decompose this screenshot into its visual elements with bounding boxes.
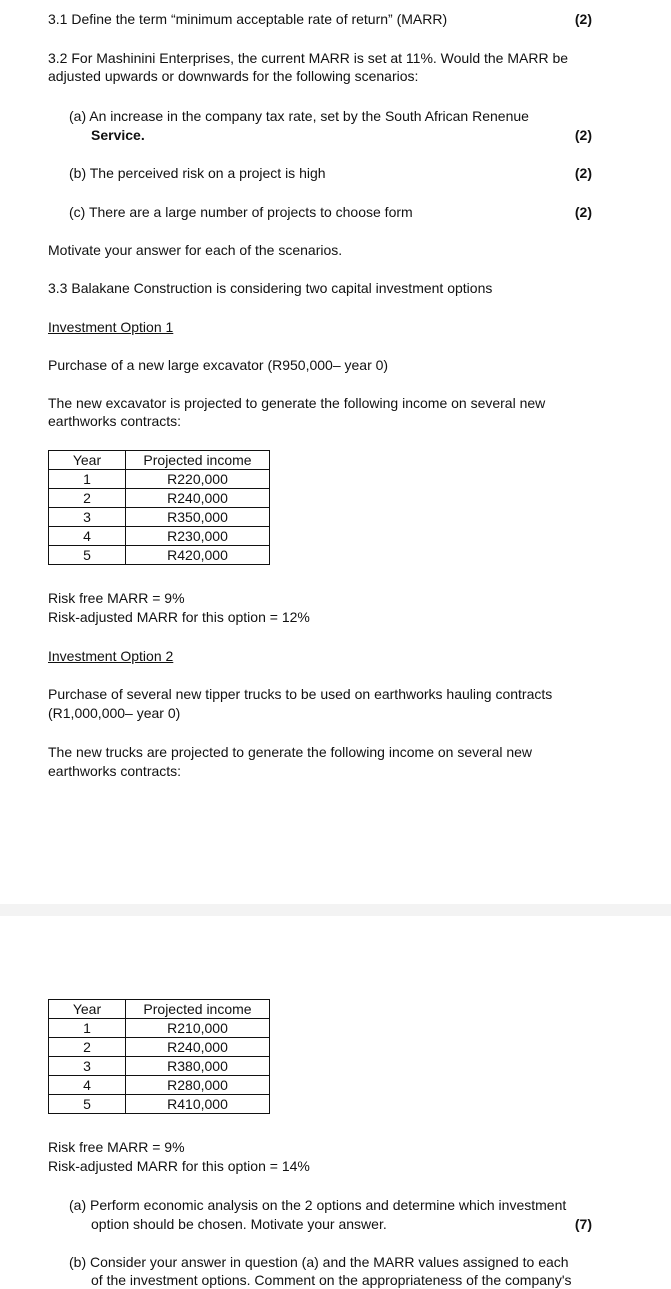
table-cell-year: 5 [49,546,126,565]
table-cell-year: 2 [49,489,126,508]
option-1-heading: Investment Option 1 [48,319,174,335]
question-3-3a-line1: (a) Perform economic analysis on the 2 options and determine which investment [69,1197,567,1213]
question-3-3b-line2: of the investment options. Comment on the appropriateness of the company's [91,1272,572,1288]
option-1-desc-line1: The new excavator is projected to generate the following income on several new [48,395,546,411]
question-3-3a-marks: (7) [574,1216,592,1232]
question-3-2a-line2: Service. [91,127,145,143]
question-3-1: 3.1 Define the term “minimum acceptable rate of return” (MARR) [48,11,448,27]
table-cell-year: 2 [49,1038,126,1057]
question-3-2c: (c) There are a large number of projects to choose form [69,204,413,220]
table-cell-income: R350,000 [126,508,270,527]
table-row [49,1095,270,1114]
question-3-2a-line1: (a) An increase in the company tax rate, set by the South African Renenue [69,108,529,124]
question-3-3a-line2: option should be chosen. Motivate your answer. [91,1216,387,1232]
table-row [49,508,270,527]
question-3-2b-marks: (2) [574,165,592,181]
table-row [49,527,270,546]
question-3-1-marks: (2) [574,11,592,27]
question-3-2-line2: adjusted upwards or downwards for the following scenarios: [48,68,419,84]
question-3-3b-line1: (b) Consider your answer in question (a) and the MARR values assigned to each [69,1254,569,1270]
option-2-purchase-line2: (R1,000,000– year 0) [48,705,181,721]
option-1-risk-adjusted: Risk-adjusted MARR for this option = 12% [48,609,310,625]
question-3-2c-marks: (2) [574,204,592,220]
option-1-risk-free: Risk free MARR = 9% [48,590,185,606]
table-cell-year: 1 [49,470,126,489]
table-cell-income: R220,000 [126,470,270,489]
option-1-purchase: Purchase of a new large excavator (R950,000– year 0) [48,357,389,373]
table-cell-year: 4 [49,1076,126,1095]
table-header-income: Projected income [126,451,270,470]
option-2-risk-free: Risk free MARR = 9% [48,1139,185,1155]
table-cell-year: 4 [49,527,126,546]
table-cell-year: 3 [49,508,126,527]
option-2-risk-adjusted: Risk-adjusted MARR for this option = 14% [48,1158,310,1174]
motivate-instruction: Motivate your answer for each of the scenarios. [48,242,343,258]
table-cell-year: 3 [49,1057,126,1076]
table-row [49,1038,270,1057]
option-1-desc-line2: earthworks contracts: [48,413,182,429]
question-3-2a-marks: (2) [574,127,592,143]
table-cell-income: R280,000 [126,1076,270,1095]
question-3-2-line1: 3.2 For Mashinini Enterprises, the current MARR is set at 11%. Would the MARR be [48,50,569,66]
question-3-2b: (b) The perceived risk on a project is high [69,165,326,181]
option-1-income-table [48,450,270,565]
option-2-income-table [48,999,270,1114]
page-break [0,904,671,916]
table-cell-income: R420,000 [126,546,270,565]
table-cell-income: R240,000 [126,1038,270,1057]
option-2-heading: Investment Option 2 [48,648,174,664]
table-cell-year: 1 [49,1019,126,1038]
table-row [49,1057,270,1076]
table-cell-income: R210,000 [126,1019,270,1038]
option-2-desc-line1: The new trucks are projected to generate the following income on several new [48,744,533,760]
table-header-income: Projected income [126,1000,270,1019]
table-cell-income: R240,000 [126,489,270,508]
table-row [49,489,270,508]
table-cell-income: R380,000 [126,1057,270,1076]
table-row [49,470,270,489]
table-row [49,546,270,565]
table-cell-income: R230,000 [126,527,270,546]
option-2-purchase-line1: Purchase of several new tipper trucks to be used on earthworks hauling contracts [48,686,553,702]
table-row [49,1019,270,1038]
table-header-row [49,451,270,470]
table-cell-year: 5 [49,1095,126,1114]
table-row [49,1076,270,1095]
table-header-row [49,1000,270,1019]
table-cell-income: R410,000 [126,1095,270,1114]
question-3-3: 3.3 Balakane Construction is considering two capital investment options [48,280,493,296]
table-header-year: Year [49,1000,126,1019]
option-2-desc-line2: earthworks contracts: [48,763,182,779]
table-header-year: Year [49,451,126,470]
